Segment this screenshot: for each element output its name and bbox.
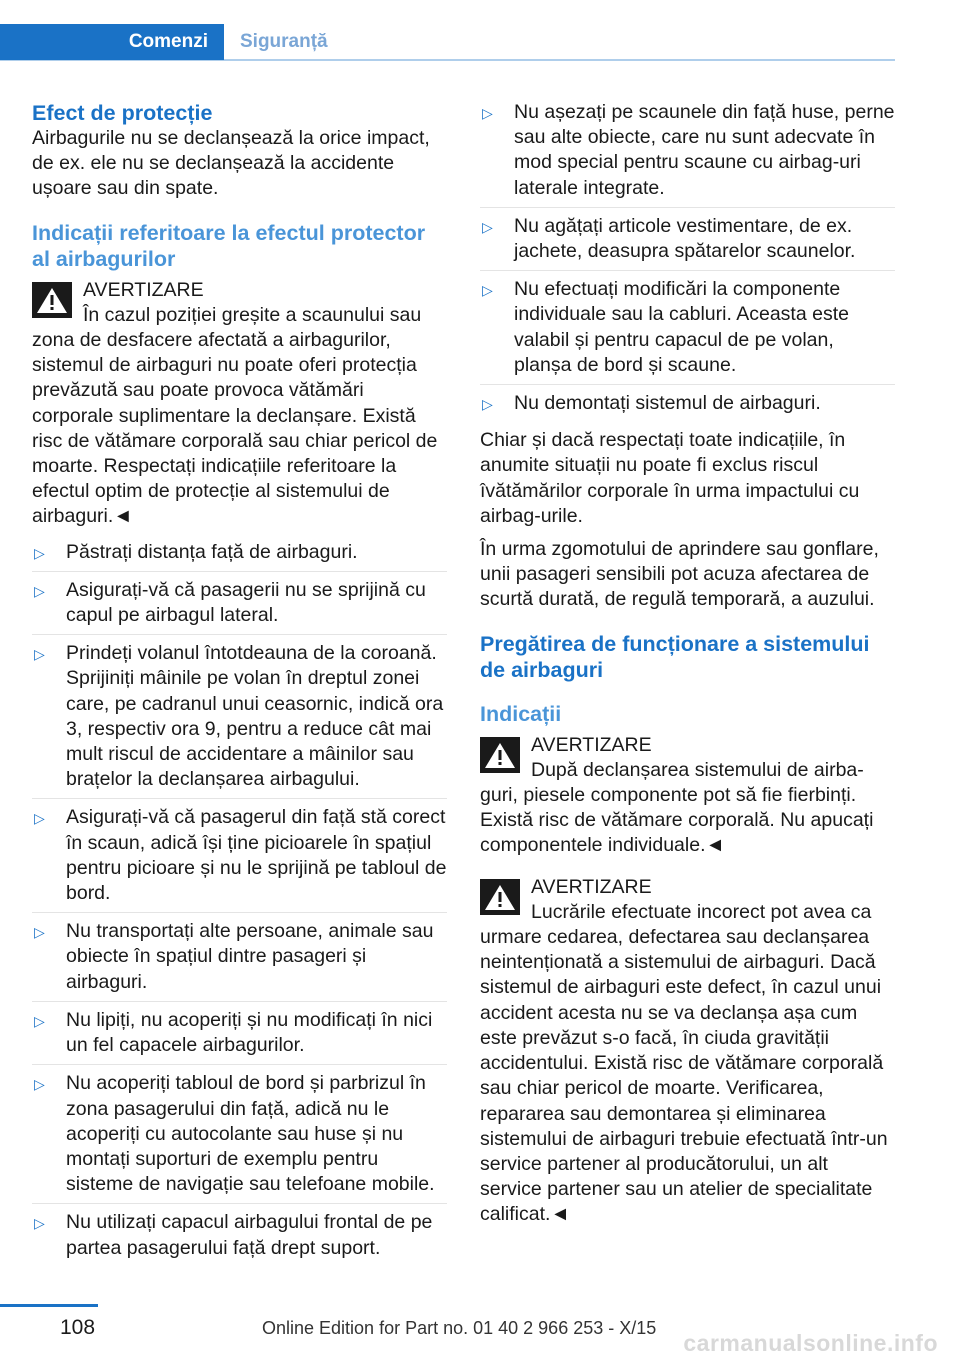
warning-text-first: În cazul poziției greșite a scaunului sau	[83, 303, 422, 326]
triangle-bullet-icon: ▷	[34, 646, 45, 663]
header-divider	[0, 59, 895, 61]
paragraph-auz: În urma zgomotului de aprindere sau gonflare, unii pasageri sensibili pot acuza afectarea de scurtă durată, de regulă temporară, a auzului.	[480, 538, 879, 611]
edition-text: Online Edition for Part no. 01 40 2 966 253 - X/15	[262, 1318, 657, 1338]
list-item	[32, 540, 447, 572]
list-item	[32, 578, 447, 635]
triangle-bullet-icon: ▷	[34, 582, 45, 599]
warning-title: AVERTIZARE	[83, 278, 204, 301]
left-column	[32, 100, 447, 1273]
warning-block	[32, 278, 447, 530]
list-item	[32, 1210, 447, 1266]
list-item	[32, 805, 447, 913]
triangle-bullet-icon: ▷	[482, 396, 493, 413]
triangle-bullet-icon: ▷	[482, 218, 493, 235]
triangle-bullet-icon: ▷	[482, 282, 493, 299]
triangle-bullet-icon: ▷	[34, 544, 45, 561]
list-item-text: Nu demontați sistemul de airbaguri.	[514, 392, 821, 415]
list-item-text: Nu acoperiți tabloul de bord și parbrizul în zona pasagerului din față, adică nu le acoperiți cu autocolante sau huse și nu montați suporturi de exemplu pentru sisteme de navigație sau telefoane mobile.	[66, 1072, 435, 1196]
list-item-text: Asigurați-vă că pasagerii nu se sprijină cu capul pe airbagul lateral.	[66, 578, 426, 627]
list-item-text: Nu transportați alte persoane, animale sau obiecte în spațiul dintre pasageri și airbaguri.	[66, 920, 434, 993]
list-item	[32, 641, 447, 799]
section-title-pregatire: Pregătirea de funcționare a sistemului de airbaguri	[480, 631, 870, 682]
list-item	[32, 1008, 447, 1065]
list-item-text: Păstrați distanța față de airbaguri.	[66, 540, 358, 563]
warning-text-first: Lucrările efectuate incorect pot avea ca	[531, 900, 872, 923]
footer-accent-line	[0, 1304, 98, 1307]
warning-text-first: După declanșarea sistemului de airba-	[531, 758, 864, 781]
list-item	[480, 391, 895, 422]
tab-siguranta[interactable]: Siguranță	[240, 31, 328, 52]
triangle-bullet-icon: ▷	[34, 1012, 45, 1029]
warning-icon	[480, 879, 520, 915]
warning-block	[480, 733, 895, 859]
paragraph-risc: Chiar și dacă respectați toate indicațiile, în anumite situații nu poate fi exclus riscul îvătămărilor corporale în urma impactului cu airbag-urile.	[480, 429, 860, 527]
warning-icon	[480, 737, 520, 773]
warning-title: AVERTIZARE	[531, 733, 652, 756]
triangle-bullet-icon: ▷	[34, 1076, 45, 1093]
section-text-efect: Airbagurile nu se declanșează la orice impact, de ex. ele nu se declanșează la accidente ușoare sau din spate.	[32, 127, 430, 200]
section-title-indicatii-efect: Indicații referitoare la efectul protector al airbagurilor	[32, 220, 426, 271]
warning-text: urmare cedarea, defectarea sau declanșarea neintenționată a sistemului de airbaguri. Dacă sistemul de airbaguri este defect, în cazul unui accident acesta nu se va declanșa așa cum este prevăzut s-o facă, în ciuda gravității accidentului. Există risc de vătămare corporală sau chiar pericol de moarte. Verificarea, repararea sau demontarea și eliminarea sistemului de airbaguri trebuie efectuată într-un service partener al producătorului, un alt service partener sau un atelier de specialitate calificat.◄	[480, 926, 888, 1226]
section-title-indicatii: Indicații	[480, 701, 562, 726]
warning-icon	[32, 282, 72, 318]
triangle-bullet-icon: ▷	[34, 924, 45, 941]
tab-comenzi[interactable]: Comenzi	[0, 24, 224, 60]
triangle-bullet-icon: ▷	[34, 1215, 45, 1232]
warning-title: AVERTIZARE	[531, 875, 652, 898]
list-item	[32, 1071, 447, 1204]
watermark: carmanualsonline.info	[683, 1330, 938, 1356]
triangle-bullet-icon: ▷	[34, 810, 45, 827]
list-item	[32, 919, 447, 1002]
triangle-bullet-icon: ▷	[482, 105, 493, 121]
list-item	[480, 277, 895, 385]
list-item-text: Nu așezați pe scaunele din față huse, perne sau alte obiecte, care nu sunt adecvate în mod special pentru scaune cu airbag-uri laterale integrate.	[514, 101, 895, 199]
list-item	[480, 214, 895, 271]
warning-block	[480, 875, 895, 1228]
list-item-text: Nu utilizați capacul airbagului frontal de pe partea pasagerului față drept suport.	[66, 1211, 433, 1259]
warning-text: zona de desfacere afectată a airbagurilor, sistemul de airbaguri nu poate oferi protecția prevăzută sau poate provoca vătămări corporale suplimentare la declanșare. Există risc de vătămare corporală sau chiar pericol de moarte. Respectați indicațiile referitoare la efectul optim de protecție al sistemului de airbaguri.◄	[32, 329, 438, 528]
list-item	[480, 100, 895, 208]
list-item-text: Nu lipiți, nu acoperiți și nu modificați în nici un fel capacele airbagurilor.	[66, 1008, 433, 1057]
bullet-list-left	[32, 540, 447, 1267]
list-item-text: Asigurați-vă că pasagerul din față stă corect în scaun, adică își ține picioarele în spațiul pentru picioare și nu le sprijină pe tabloul de bord.	[66, 806, 447, 905]
warning-text: guri, piesele componente pot să fie fierbinți. Există risc de vătămare corporală. Nu apucați componentele individuale.◄	[480, 784, 874, 857]
bullet-list-right	[480, 100, 895, 422]
section-title-efect: Efect de protecție	[32, 101, 213, 125]
list-item-text: Nu agățați articole vestimentare, de ex. jachete, deasupra spătarelor scaunelor.	[514, 214, 856, 263]
page-number: 108	[60, 1316, 96, 1339]
list-item-text: Nu efectuați modificări la componente individuale sau la cabluri. Aceasta este valabil și pentru capacul de pe volan, planșa de bord și scaune.	[514, 278, 849, 376]
right-column	[480, 100, 895, 1238]
list-item-text: Prindeți volanul întotdeauna de la coroană. Sprijiniți mâinile pe volan în dreptul zonei care, pe cadranul unui ceasornic, indică ora 3, respectiv ora 9, pentru a reduce cât mai mult riscul de accidentare a mâinilor sau brațelor la declanșarea airbagului.	[66, 642, 444, 791]
header-tabbar	[0, 24, 895, 62]
